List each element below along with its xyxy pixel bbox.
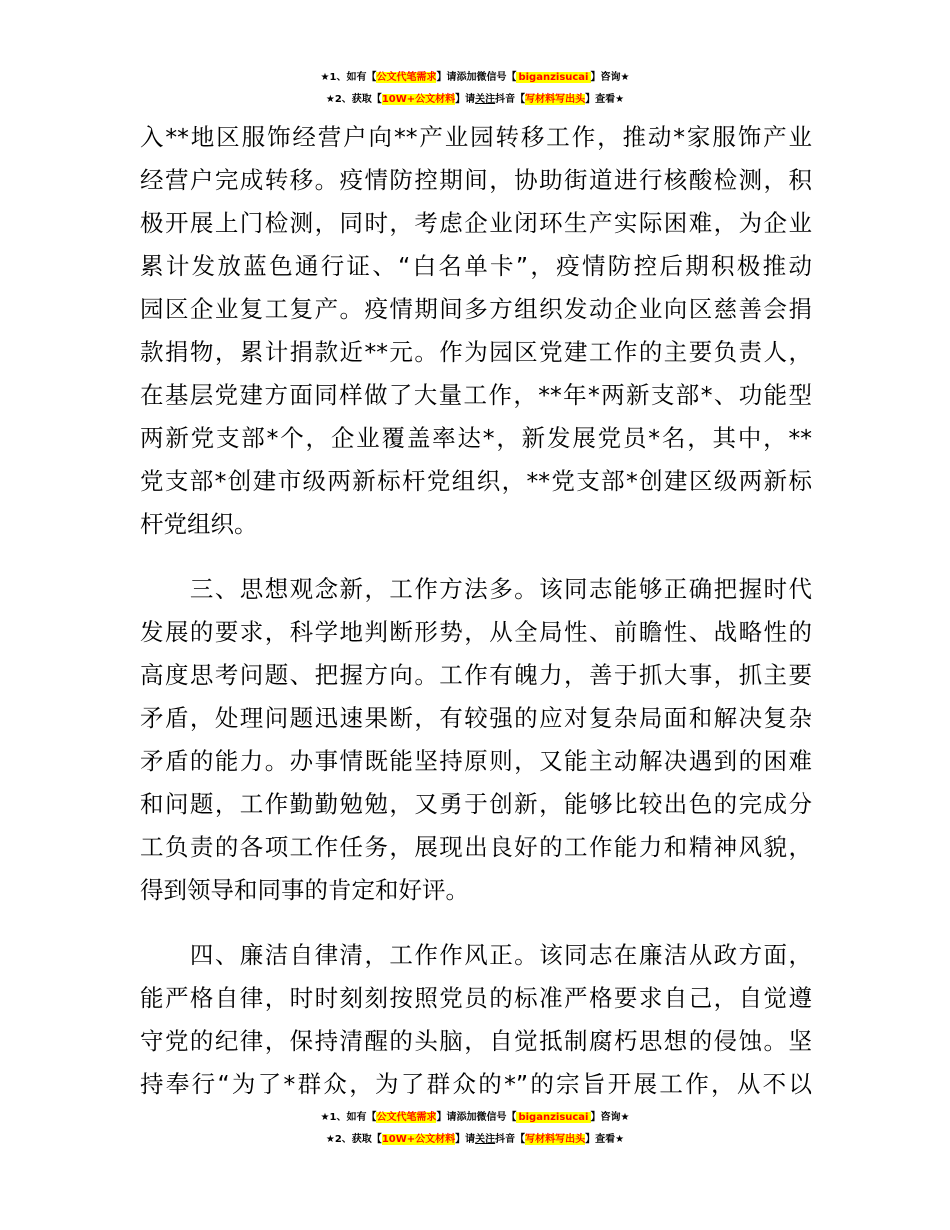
text-line: 园区企业复工复产。疫情期间多方组织发动企业向区慈善会捐	[140, 295, 812, 323]
highlight-materials: 10W+公文材料	[381, 1134, 456, 1145]
text-line: 能严格自律，时时刻刻按照党员的标准严格要求自己，自觉遵	[140, 984, 812, 1012]
highlight-ghostwriting: 公文代笔需求	[376, 72, 437, 83]
text-line: 党支部*创建市级两新标杆党组织，**党支部*创建区级两新标	[140, 467, 812, 495]
banner-line-1: ★1、如有【公文代笔需求】请添加微信号【 biganzisucai 】咨询★	[320, 1112, 630, 1123]
paragraph-3	[140, 934, 812, 1106]
text-line: 两新党支部*个，企业覆盖率达*，新发展党员*名，其中，**	[140, 424, 812, 452]
text-line: 得到领导和同事的肯定和好评。	[140, 876, 469, 904]
text-line: 极开展上门检测，同时，考虑企业闭环生产实际困难，为企业	[140, 209, 812, 237]
banner-line-2: ★2、获取【10W+公文材料】请关注抖音【写材料写出头】查看★	[325, 1134, 625, 1145]
highlight-ghostwriting: 公文代笔需求	[376, 1112, 437, 1123]
text-line: 和问题，工作勤勤勉勉，又勇于创新，能够比较出色的完成分	[140, 790, 812, 818]
paragraph-spacer	[140, 912, 812, 934]
text-line: 入**地区服饰经营户向**产业园转移工作，推动*家服饰产业	[140, 123, 812, 151]
text-line: 在基层党建方面同样做了大量工作，**年*两新支部*、功能型	[140, 381, 812, 409]
highlight-wechat-id: biganzisucai	[518, 1112, 589, 1123]
text-line: 杆党组织。	[140, 510, 258, 538]
text-line: 经营户完成转移。疫情防控期间，协助街道进行核酸检测，积	[140, 166, 812, 194]
paragraph-spacer	[140, 546, 812, 568]
text-line: 发展的要求，科学地判断形势，从全局性、前瞻性、战略性的	[140, 618, 812, 646]
banner-line-1: ★1、如有【公文代笔需求】请添加微信号【 biganzisucai 】咨询★	[320, 72, 630, 83]
text-line: 高度思考问题、把握方向。工作有魄力，善于抓大事，抓主要	[140, 661, 812, 689]
highlight-douyin: 写材料写出头	[525, 94, 586, 105]
text-line: 工负责的各项工作任务，展现出良好的工作能力和精神风貌，	[140, 833, 812, 861]
text-line: 四、廉洁自律清，工作作风正。该同志在廉洁从政方面，	[140, 941, 812, 969]
text-line: 累计发放蓝色通行证、“白名单卡”，疫情防控后期积极推动	[140, 252, 812, 280]
text-line: 矛盾的能力。办事情既能坚持原则，又能主动解决遇到的困难	[140, 747, 812, 775]
text-line: 守党的纪律，保持清醒的头脑，自觉抵制腐朽思想的侵蚀。坚	[140, 1027, 812, 1055]
text-line: 矛盾，处理问题迅速果断，有较强的应对复杂局面和解决复杂	[140, 704, 812, 732]
footer-banner	[0, 1107, 950, 1151]
paragraph-1	[140, 116, 812, 546]
header-banner	[0, 67, 950, 111]
banner-line-2: ★2、获取【10W+公文材料】请关注抖音【写材料写出头】查看★	[325, 94, 625, 105]
text-line: 持奉行“为了*群众，为了群众的*”的宗旨开展工作，从不以	[140, 1070, 812, 1098]
document-body	[140, 116, 812, 1106]
highlight-wechat-id: biganzisucai	[518, 72, 589, 83]
text-line: 三、思想观念新，工作方法多。该同志能够正确把握时代	[140, 575, 812, 603]
text-line: 款捐物，累计捐款近**元。作为园区党建工作的主要负责人，	[140, 338, 812, 366]
highlight-materials: 10W+公文材料	[381, 94, 456, 105]
paragraph-2	[140, 568, 812, 912]
highlight-douyin: 写材料写出头	[525, 1134, 586, 1145]
